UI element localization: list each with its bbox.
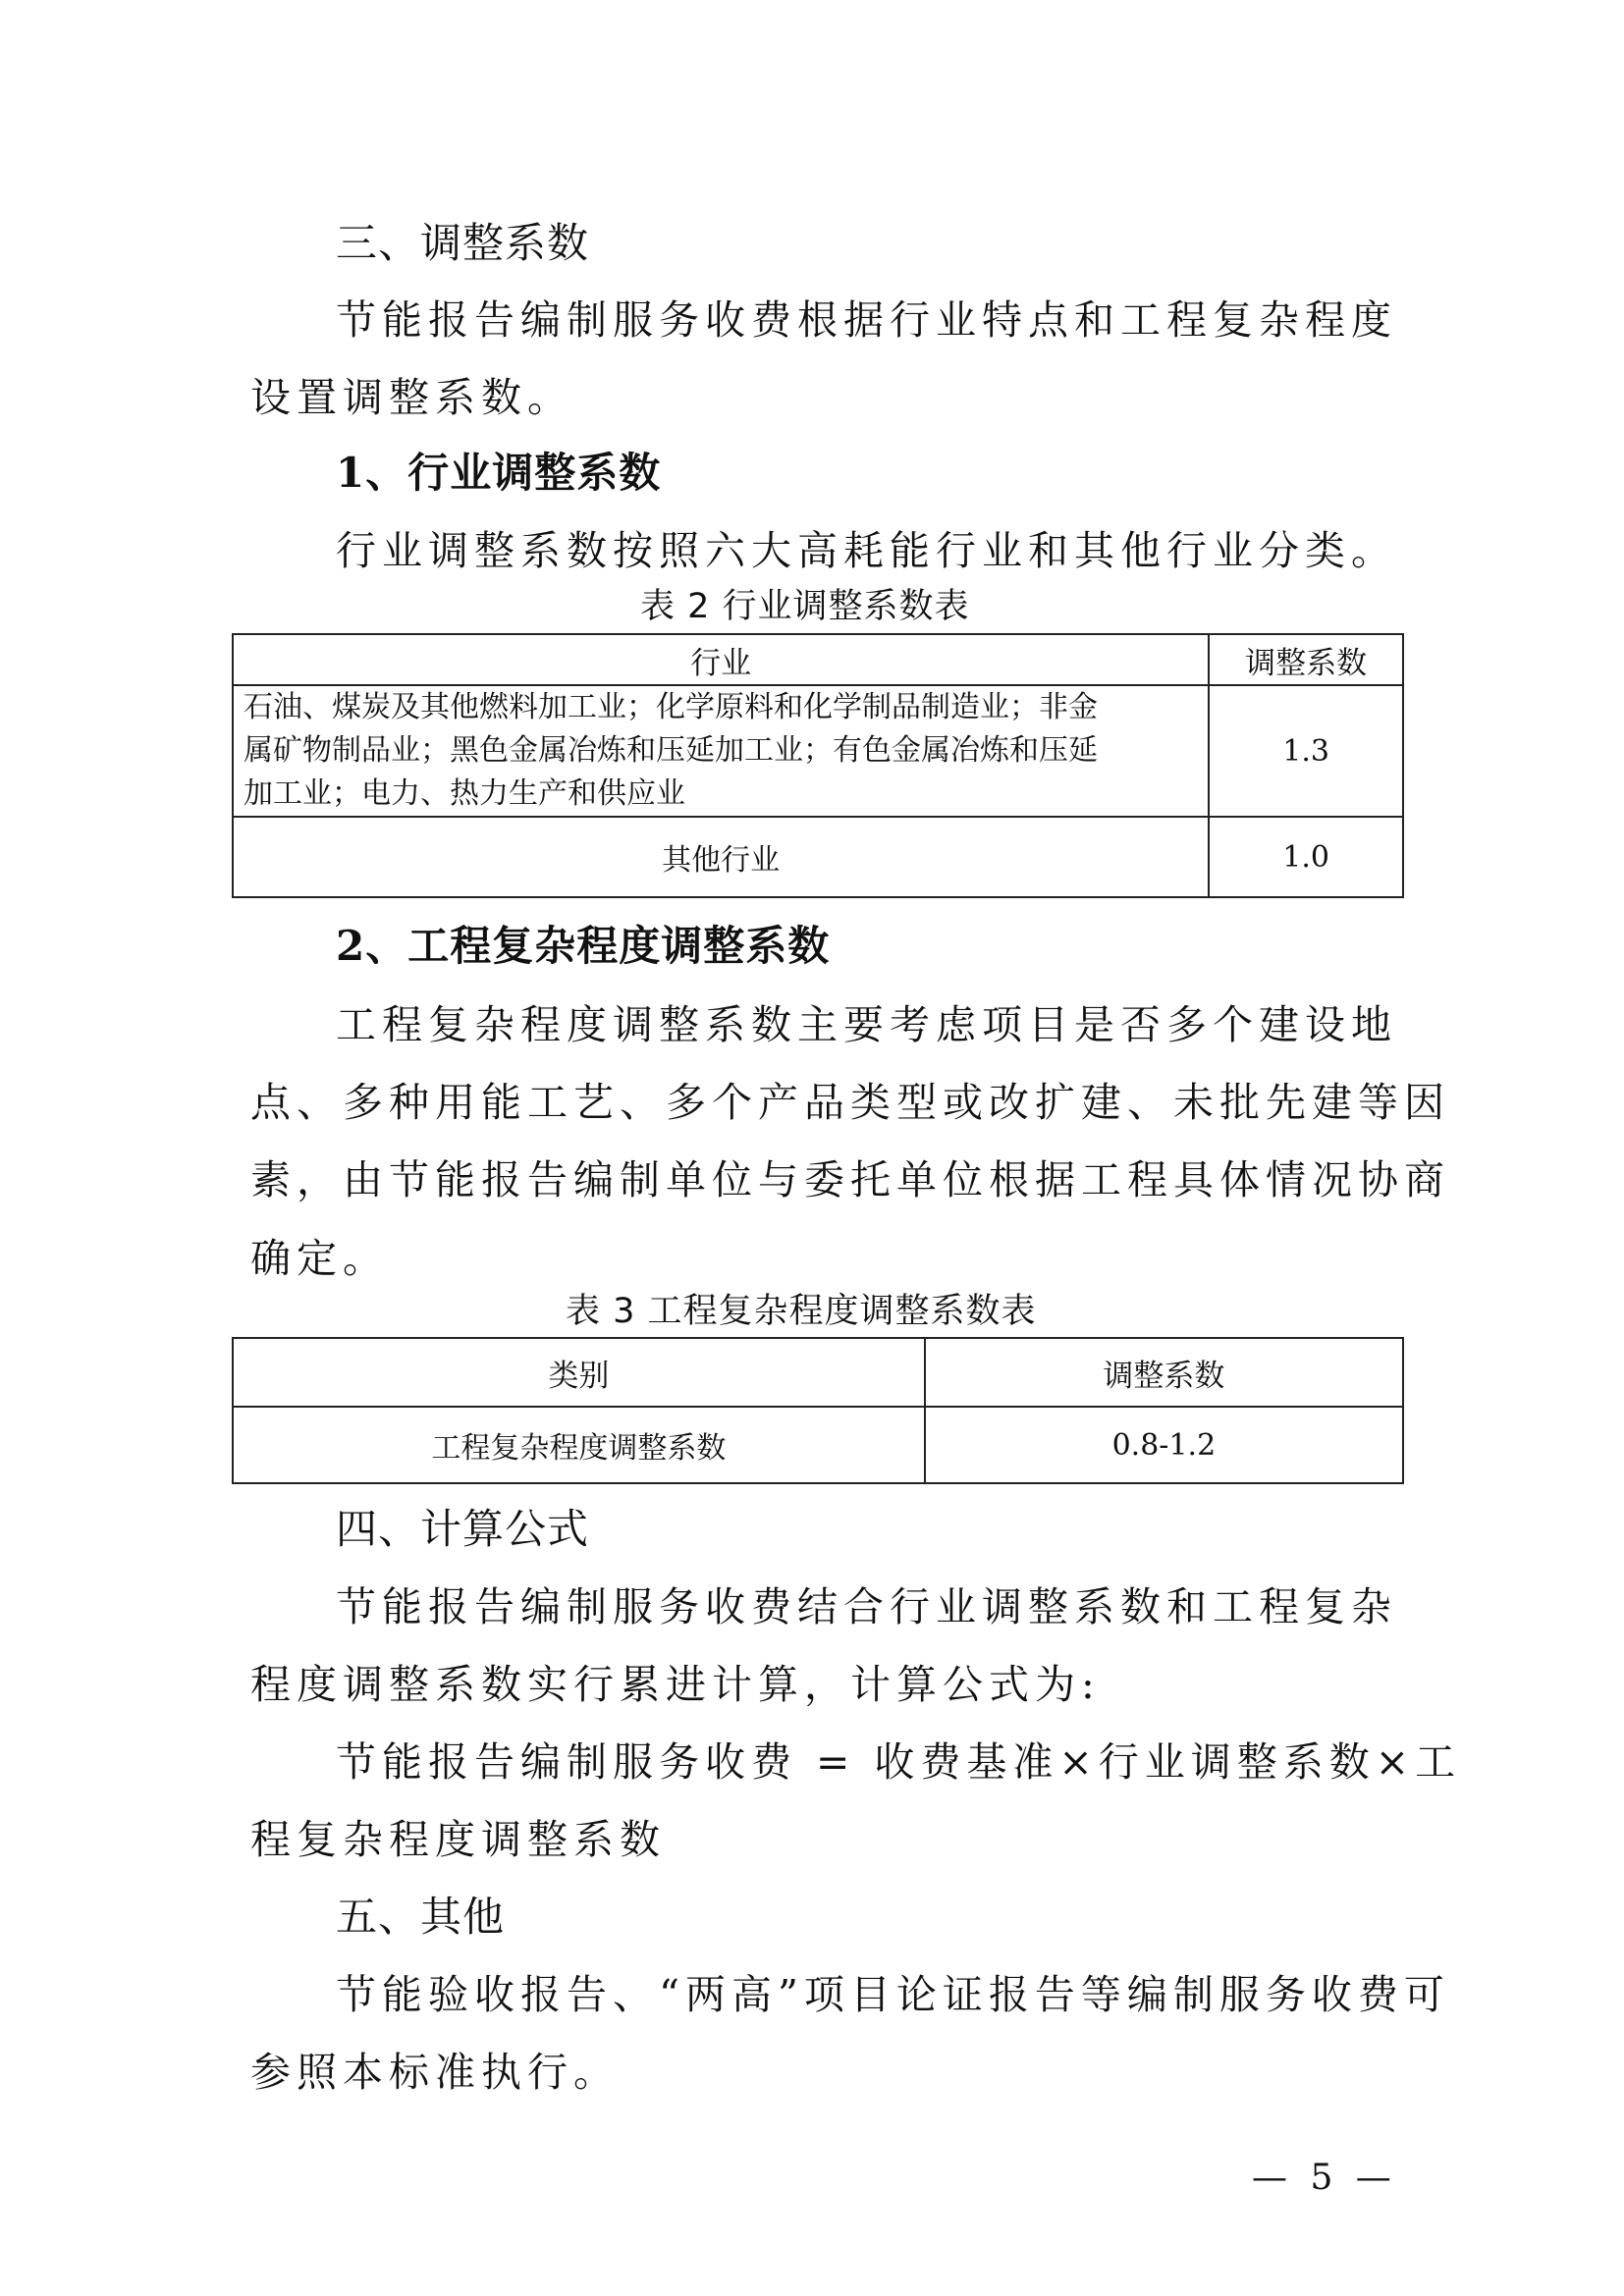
coefficient-cell: 1.3 <box>1209 685 1403 817</box>
column-header-category: 类别 <box>233 1338 925 1407</box>
industry-cell: 其他行业 <box>233 817 1209 897</box>
complexity-coefficient-table <box>232 1337 1404 1484</box>
table-row <box>233 817 1403 897</box>
cell-line: 加工业；电力、热力生产和供应业 <box>244 776 685 811</box>
column-header-coefficient: 调整系数 <box>1209 634 1403 685</box>
formula-line: 程复杂程度调整系数 <box>250 1816 666 1863</box>
paragraph-line: 节能报告编制服务收费根据行业特点和工程复杂程度 <box>336 296 1397 344</box>
cell-line: 石油、煤炭及其他燃料加工业；化学原料和化学制品制造业；非金 <box>244 690 1098 724</box>
coefficient-cell: 1.0 <box>1209 817 1403 897</box>
industry-coefficient-table <box>232 633 1404 898</box>
column-header-coefficient: 调整系数 <box>925 1338 1403 1407</box>
table-header-row <box>233 1338 1403 1407</box>
paragraph-line: 参照本标准执行。 <box>250 2049 620 2096</box>
column-header-industry: 行业 <box>233 634 1209 685</box>
table-row <box>233 685 1403 817</box>
table-row <box>233 1407 1403 1483</box>
category-cell: 工程复杂程度调整系数 <box>233 1407 925 1483</box>
industry-cell <box>233 685 1209 817</box>
paragraph-line: 素，由节能报告编制单位与委托单位根据工程具体情况协商 <box>250 1156 1450 1203</box>
paragraph-line: 行业调整系数按照六大高耗能行业和其他行业分类。 <box>336 527 1397 574</box>
section-heading-adjustment-coefficients: 三、调整系数 <box>336 219 590 267</box>
paragraph-line: 点、多种用能工艺、多个产品类型或改扩建、未批先建等因 <box>250 1079 1450 1126</box>
paragraph-line: 工程复杂程度调整系数主要考虑项目是否多个建设地 <box>336 1001 1397 1048</box>
subsection-heading-industry-coefficient: 1、行业调整系数 <box>336 449 662 497</box>
table-caption: 表 3 工程复杂程度调整系数表 <box>566 1292 1037 1331</box>
page-number: — 5 — <box>1252 2158 1397 2198</box>
paragraph-line: 节能报告编制服务收费结合行业调整系数和工程复杂 <box>336 1583 1397 1630</box>
paragraph-line: 设置调整系数。 <box>250 374 573 421</box>
section-heading-other: 五、其他 <box>336 1893 506 1941</box>
cell-line: 属矿物制品业；黑色金属冶炼和压延加工业；有色金属冶炼和压延 <box>244 733 1098 768</box>
paragraph-line: 节能验收报告、“两高”项目论证报告等编制服务收费可 <box>336 1971 1450 2018</box>
subsection-heading-complexity-coefficient: 2、工程复杂程度调整系数 <box>336 922 831 970</box>
table-caption: 表 2 行业调整系数表 <box>640 587 970 626</box>
section-heading-formula: 四、计算公式 <box>336 1505 590 1553</box>
coefficient-cell: 0.8-1.2 <box>925 1407 1403 1483</box>
formula-line: 节能报告编制服务收费 = 收费基准×行业调整系数×工 <box>336 1738 1462 1786</box>
paragraph-line: 确定。 <box>250 1235 389 1282</box>
table-header-row <box>233 634 1403 685</box>
paragraph-line: 程度调整系数实行累进计算，计算公式为: <box>250 1661 1101 1708</box>
